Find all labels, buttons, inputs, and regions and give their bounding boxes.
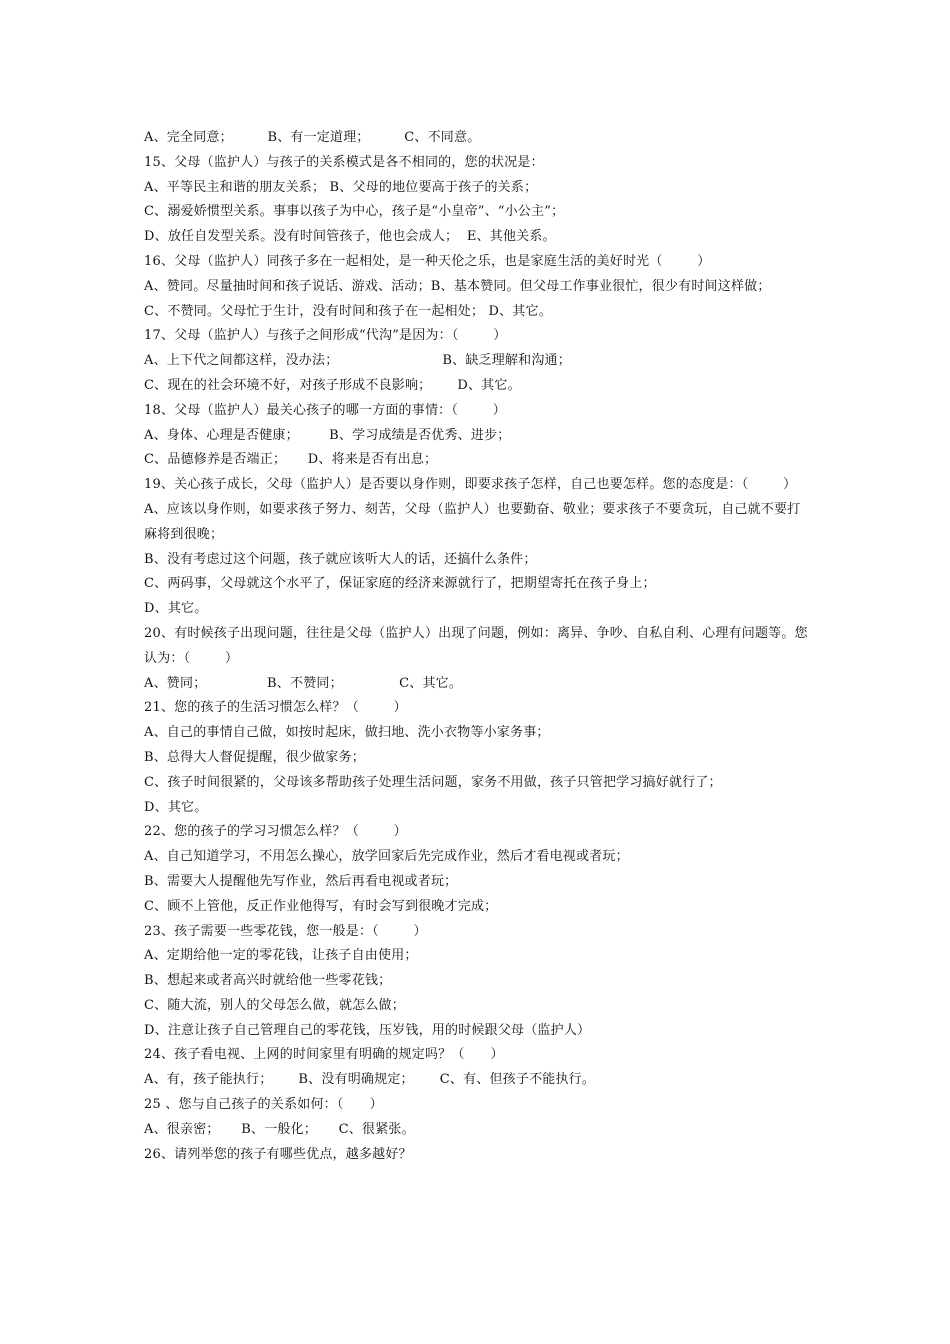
answer-option-c: C、随大流，别人的父母怎么做，就怎么做； xyxy=(144,997,405,1013)
questionnaire-text xyxy=(144,126,824,1167)
answer-option-d: D、其它。 xyxy=(144,799,208,815)
answer-options-line: A、身体、心理是否健康； B、学习成绩是否优秀、进步； xyxy=(144,427,511,443)
question-20: 20、有时候孩子出现问题，往往是父母（监护人）出现了问题，例如：离异、争吵、自私自利、心理有问题等。您 xyxy=(144,625,808,641)
answer-option-b: B、想起来或者高兴时就给他一些零花钱； xyxy=(144,973,392,989)
question-22: 22、您的孩子的学习习惯怎么样？（ ） xyxy=(144,824,407,840)
question-18: 18、父母（监护人）最关心孩子的哪一方面的事情：（ ） xyxy=(144,402,506,418)
answer-options-line: A、有，孩子能执行； B、没有明确规定； C、有、但孩子不能执行。 xyxy=(144,1072,596,1088)
answer-option-d: D、其它。 xyxy=(144,601,208,617)
answer-options-line: A、上下代之间都这样，没办法； B、缺乏理解和沟通； xyxy=(144,353,571,369)
answer-options-line: A、赞同。尽量抽时间和孩子说话、游戏、活动；B、基本赞同。但父母工作事业很忙，很少有时间这样做； xyxy=(144,278,771,294)
answer-options-line: C、现在的社会环境不好，对孩子形成不良影响； D、其它。 xyxy=(144,377,521,393)
question-20-continued: 认为：（ ） xyxy=(144,650,239,666)
answer-option-a: A、应该以身作则，如要求孩子努力、刻苦，父母（监护人）也要勤奋、敬业；要求孩子不要贪玩，自己就不要打 xyxy=(144,501,801,517)
answer-option-a: A、定期给他一定的零花钱，让孩子自由使用； xyxy=(144,948,418,964)
answer-options-line: D、放任自发型关系。没有时间管孩子，他也会成人； E、其他关系。 xyxy=(144,229,556,245)
answer-option-b: B、需要大人提醒他先写作业，然后再看电视或者玩； xyxy=(144,873,458,889)
question-23: 23、孩子需要一些零花钱，您一般是：（ ） xyxy=(144,923,427,939)
answer-option-c: C、两码事，父母就这个水平了，保证家庭的经济来源就行了，把期望寄托在孩子身上； xyxy=(144,576,656,592)
answer-option-b: B、总得大人督促提醒，很少做家务； xyxy=(144,749,365,765)
answer-option-a: A、自己的事情自己做，如按时起床，做扫地、洗小衣物等小家务事； xyxy=(144,725,550,741)
answer-option-a: A、自己知道学习，不用怎么操心，放学回家后先完成作业，然后才看电视或者玩； xyxy=(144,849,629,865)
question-24: 24、孩子看电视、上网的时间家里有明确的规定吗？（ ） xyxy=(144,1047,504,1063)
answer-option-a-continued: 麻将到很晚； xyxy=(144,526,224,542)
question-25: 25 、您与自己孩子的关系如何：（ ） xyxy=(144,1097,383,1113)
answer-option-b: B、没有考虑过这个问题，孩子就应该听大人的话，还搞什么条件； xyxy=(144,551,537,567)
question-16: 16、父母（监护人）同孩子多在一起相处，是一种天伦之乐，也是家庭生活的美好时光（ ） xyxy=(144,253,711,269)
answer-options-line: C、溺爱娇惯型关系。事事以孩子为中心，孩子是“小皇帝”、“小公主”； xyxy=(144,204,565,220)
answer-options-line: A、赞同； B、不赞同； C、其它。 xyxy=(144,675,463,691)
question-17: 17、父母（监护人）与孩子之间形成“代沟”是因为：（ ） xyxy=(144,328,507,344)
question-26: 26、请列举您的孩子有哪些优点，越多越好？ xyxy=(144,1146,412,1162)
question-21: 21、您的孩子的生活习惯怎么样？（ ） xyxy=(144,700,407,716)
answer-options-line: A、很亲密； B、一般化； C、很紧张。 xyxy=(144,1121,415,1137)
question-15: 15、父母（监护人）与孩子的关系模式是各不相同的，您的状况是： xyxy=(144,154,544,170)
answer-option-c: C、孩子时间很紧的，父母该多帮助孩子处理生活问题，家务不用做，孩子只管把学习搞好就行了； xyxy=(144,774,722,790)
answer-option-c: C、顾不上管他，反正作业他得写，有时会写到很晚才完成； xyxy=(144,898,498,914)
answer-options-line: C、不赞同。父母忙于生计，没有时间和孩子在一起相处； D、其它。 xyxy=(144,303,552,319)
answer-option-d: D、注意让孩子自己管理自己的零花钱，压岁钱，用的时候跟父母（监护人） xyxy=(144,1022,591,1038)
answer-options-line: A、完全同意； B、有一定道理； C、不同意。 xyxy=(144,130,481,145)
answer-options-line: A、平等民主和谐的朋友关系； B、父母的地位要高于孩子的关系； xyxy=(144,179,538,195)
question-19: 19、关心孩子成长，父母（监护人）是否要以身作则，即要求孩子怎样，自己也要怎样。您的态度是：（ ） xyxy=(144,477,797,493)
answer-options-line: C、品德修养是否端正； D、将来是否有出息； xyxy=(144,452,438,468)
